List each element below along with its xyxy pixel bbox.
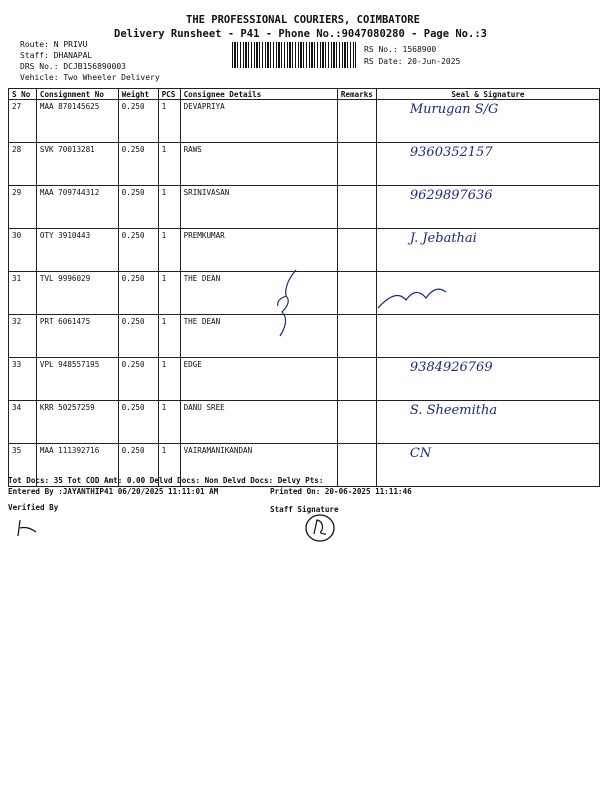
printed-on: Printed On: 20-06-2025 11:11:46 bbox=[270, 487, 412, 496]
row-weight bbox=[118, 100, 158, 143]
row-consignment bbox=[36, 358, 118, 401]
row-signature-text: S. Sheemitha bbox=[409, 403, 498, 418]
rs-date: RS Date: 20-Jun-2025 bbox=[364, 57, 461, 66]
row-consignment bbox=[36, 272, 118, 315]
rs-number: RS No.: 1568900 bbox=[364, 45, 437, 54]
table-row bbox=[9, 143, 600, 186]
row-sno bbox=[9, 229, 37, 272]
row-consignee bbox=[180, 100, 337, 143]
row-weight-text: 0.250 bbox=[121, 274, 145, 283]
table-row bbox=[9, 100, 600, 143]
row-sno-text: 30 bbox=[12, 231, 22, 240]
row-pcs-text: 1 bbox=[161, 102, 167, 111]
row-weight-text: 0.250 bbox=[121, 145, 145, 154]
row-weight bbox=[118, 272, 158, 315]
verified-by-label: Verified By bbox=[8, 503, 59, 512]
row-consignment-text: KRR 50257259 bbox=[39, 403, 95, 412]
signature-scribble bbox=[268, 266, 328, 346]
row-signature bbox=[376, 229, 599, 272]
row-pcs-text: 1 bbox=[161, 403, 167, 412]
row-signature bbox=[376, 186, 599, 229]
row-consignee-text: DANU SREE bbox=[183, 403, 225, 412]
row-consignee-text: VAIRAMANIKANDAN bbox=[183, 446, 253, 455]
row-remarks bbox=[337, 272, 376, 315]
row-consignment bbox=[36, 401, 118, 444]
row-consignee bbox=[180, 358, 337, 401]
row-signature bbox=[376, 401, 599, 444]
row-consignee bbox=[180, 401, 337, 444]
row-pcs bbox=[158, 401, 180, 444]
row-consignee-text: RAWS bbox=[183, 145, 202, 154]
col-sno: S No bbox=[9, 89, 37, 100]
row-consignment-text: TVL 9996029 bbox=[39, 274, 91, 283]
row-signature-text: 9629897636 bbox=[409, 188, 493, 203]
row-pcs-text: 1 bbox=[161, 188, 167, 197]
row-weight-text: 0.250 bbox=[121, 446, 145, 455]
table-row bbox=[9, 358, 600, 401]
row-consignee-text: EDGE bbox=[183, 360, 202, 369]
barcode bbox=[232, 42, 356, 68]
row-weight-text: 0.250 bbox=[121, 403, 145, 412]
staff-seal-icon bbox=[302, 512, 338, 544]
row-sno-text: 34 bbox=[12, 403, 22, 412]
row-remarks bbox=[337, 401, 376, 444]
staff-signature-label: Staff Signature bbox=[270, 505, 339, 514]
row-weight bbox=[118, 143, 158, 186]
company-title: THE PROFESSIONAL COURIERS, COIMBATORE bbox=[186, 14, 420, 26]
row-sno-text: 29 bbox=[12, 188, 22, 197]
row-consignee bbox=[180, 186, 337, 229]
drs-number: DRS No.: DCJB156890003 bbox=[20, 62, 126, 71]
row-consignment-text: MAA 870145625 bbox=[39, 102, 100, 111]
vehicle-label: Vehicle: Two Wheeler Delivery bbox=[20, 73, 160, 82]
col-remarks: Remarks bbox=[337, 89, 376, 100]
row-sno-text: 31 bbox=[12, 274, 22, 283]
row-pcs bbox=[158, 315, 180, 358]
row-consignment bbox=[36, 100, 118, 143]
runsheet-title: Delivery Runsheet - P41 - Phone No.:9047080280 - Page No.:3 bbox=[114, 28, 487, 40]
row-consignment-text: PRT 6061475 bbox=[39, 317, 91, 326]
row-pcs-text: 1 bbox=[161, 360, 167, 369]
row-remarks bbox=[337, 358, 376, 401]
row-pcs-text: 1 bbox=[161, 274, 167, 283]
row-consignment-text: SVK 70013281 bbox=[39, 145, 95, 154]
row-weight-text: 0.250 bbox=[121, 188, 145, 197]
row-consignee-text: THE DEAN bbox=[183, 274, 221, 283]
row-weight-text: 0.250 bbox=[121, 360, 145, 369]
staff-label: Staff: DHANAPAL bbox=[20, 51, 93, 60]
row-consignee-text: DEVAPRIYA bbox=[183, 102, 225, 111]
table-row bbox=[9, 186, 600, 229]
col-signature: Seal & Signature bbox=[376, 89, 599, 100]
row-weight-text: 0.250 bbox=[121, 317, 145, 326]
row-pcs bbox=[158, 358, 180, 401]
row-pcs-text: 1 bbox=[161, 231, 167, 240]
row-sno bbox=[9, 358, 37, 401]
row-weight bbox=[118, 186, 158, 229]
row-pcs bbox=[158, 272, 180, 315]
row-consignee-text: SRINIVASAN bbox=[183, 188, 230, 197]
row-sno-text: 28 bbox=[12, 145, 22, 154]
row-consignment bbox=[36, 315, 118, 358]
table-row bbox=[9, 401, 600, 444]
row-signature bbox=[376, 444, 599, 487]
row-pcs bbox=[158, 186, 180, 229]
row-signature bbox=[376, 143, 599, 186]
row-pcs-text: 1 bbox=[161, 145, 167, 154]
row-sno bbox=[9, 143, 37, 186]
row-signature bbox=[376, 315, 599, 358]
row-consignment-text: MAA 111392716 bbox=[39, 446, 100, 455]
row-consignment bbox=[36, 229, 118, 272]
row-pcs bbox=[158, 100, 180, 143]
row-consignee-text: THE DEAN bbox=[183, 317, 221, 326]
row-remarks bbox=[337, 444, 376, 487]
row-sno bbox=[9, 272, 37, 315]
row-remarks bbox=[337, 186, 376, 229]
row-consignee bbox=[180, 143, 337, 186]
row-pcs-text: 1 bbox=[161, 446, 167, 455]
row-consignment-text: VPL 948557195 bbox=[39, 360, 100, 369]
row-signature-text: 9360352157 bbox=[409, 145, 493, 160]
row-signature-text: CN bbox=[409, 446, 432, 461]
row-consignee-text: PREMKUMAR bbox=[183, 231, 225, 240]
verified-mark bbox=[14, 516, 44, 540]
row-weight-text: 0.250 bbox=[121, 102, 145, 111]
route-label: Route: N PRIVU bbox=[20, 40, 88, 49]
row-signature bbox=[376, 358, 599, 401]
signature-scribble-2 bbox=[376, 278, 456, 318]
row-consignment bbox=[36, 186, 118, 229]
row-pcs bbox=[158, 143, 180, 186]
row-signature-text bbox=[380, 317, 410, 332]
row-weight bbox=[118, 358, 158, 401]
row-sno bbox=[9, 186, 37, 229]
table-header-row bbox=[9, 89, 600, 100]
row-sno bbox=[9, 100, 37, 143]
row-remarks bbox=[337, 100, 376, 143]
totals-line: Tot Docs: 35 Tot COD Amt: 0.00 Delvd Docs: Non Delvd Docs: Delvy Pts: bbox=[8, 476, 324, 485]
row-consignment bbox=[36, 143, 118, 186]
row-weight-text: 0.250 bbox=[121, 231, 145, 240]
row-consignment-text: MAA 709744312 bbox=[39, 188, 100, 197]
col-pcs: PCS bbox=[158, 89, 180, 100]
row-sno bbox=[9, 401, 37, 444]
row-pcs-text: 1 bbox=[161, 317, 167, 326]
col-weight: Weight bbox=[118, 89, 158, 100]
row-signature-text: 9384926769 bbox=[409, 360, 493, 375]
row-sno bbox=[9, 315, 37, 358]
row-weight bbox=[118, 229, 158, 272]
row-signature bbox=[376, 100, 599, 143]
row-remarks bbox=[337, 315, 376, 358]
row-signature-text: J. Jebathai bbox=[409, 231, 477, 246]
row-pcs bbox=[158, 229, 180, 272]
row-sno-text: 33 bbox=[12, 360, 22, 369]
row-sno-text: 27 bbox=[12, 102, 22, 111]
row-sno-text: 32 bbox=[12, 317, 22, 326]
row-signature-text: Murugan S/G bbox=[409, 102, 499, 117]
col-consignment: Consignment No bbox=[36, 89, 118, 100]
row-weight bbox=[118, 315, 158, 358]
entered-by: Entered By :JAYANTHIP41 06/20/2025 11:11:01 AM bbox=[8, 487, 219, 496]
row-remarks bbox=[337, 143, 376, 186]
row-remarks bbox=[337, 229, 376, 272]
row-sno-text: 35 bbox=[12, 446, 22, 455]
row-consignment-text: OTY 3910443 bbox=[39, 231, 91, 240]
row-weight bbox=[118, 401, 158, 444]
col-consignee: Consignee Details bbox=[180, 89, 337, 100]
